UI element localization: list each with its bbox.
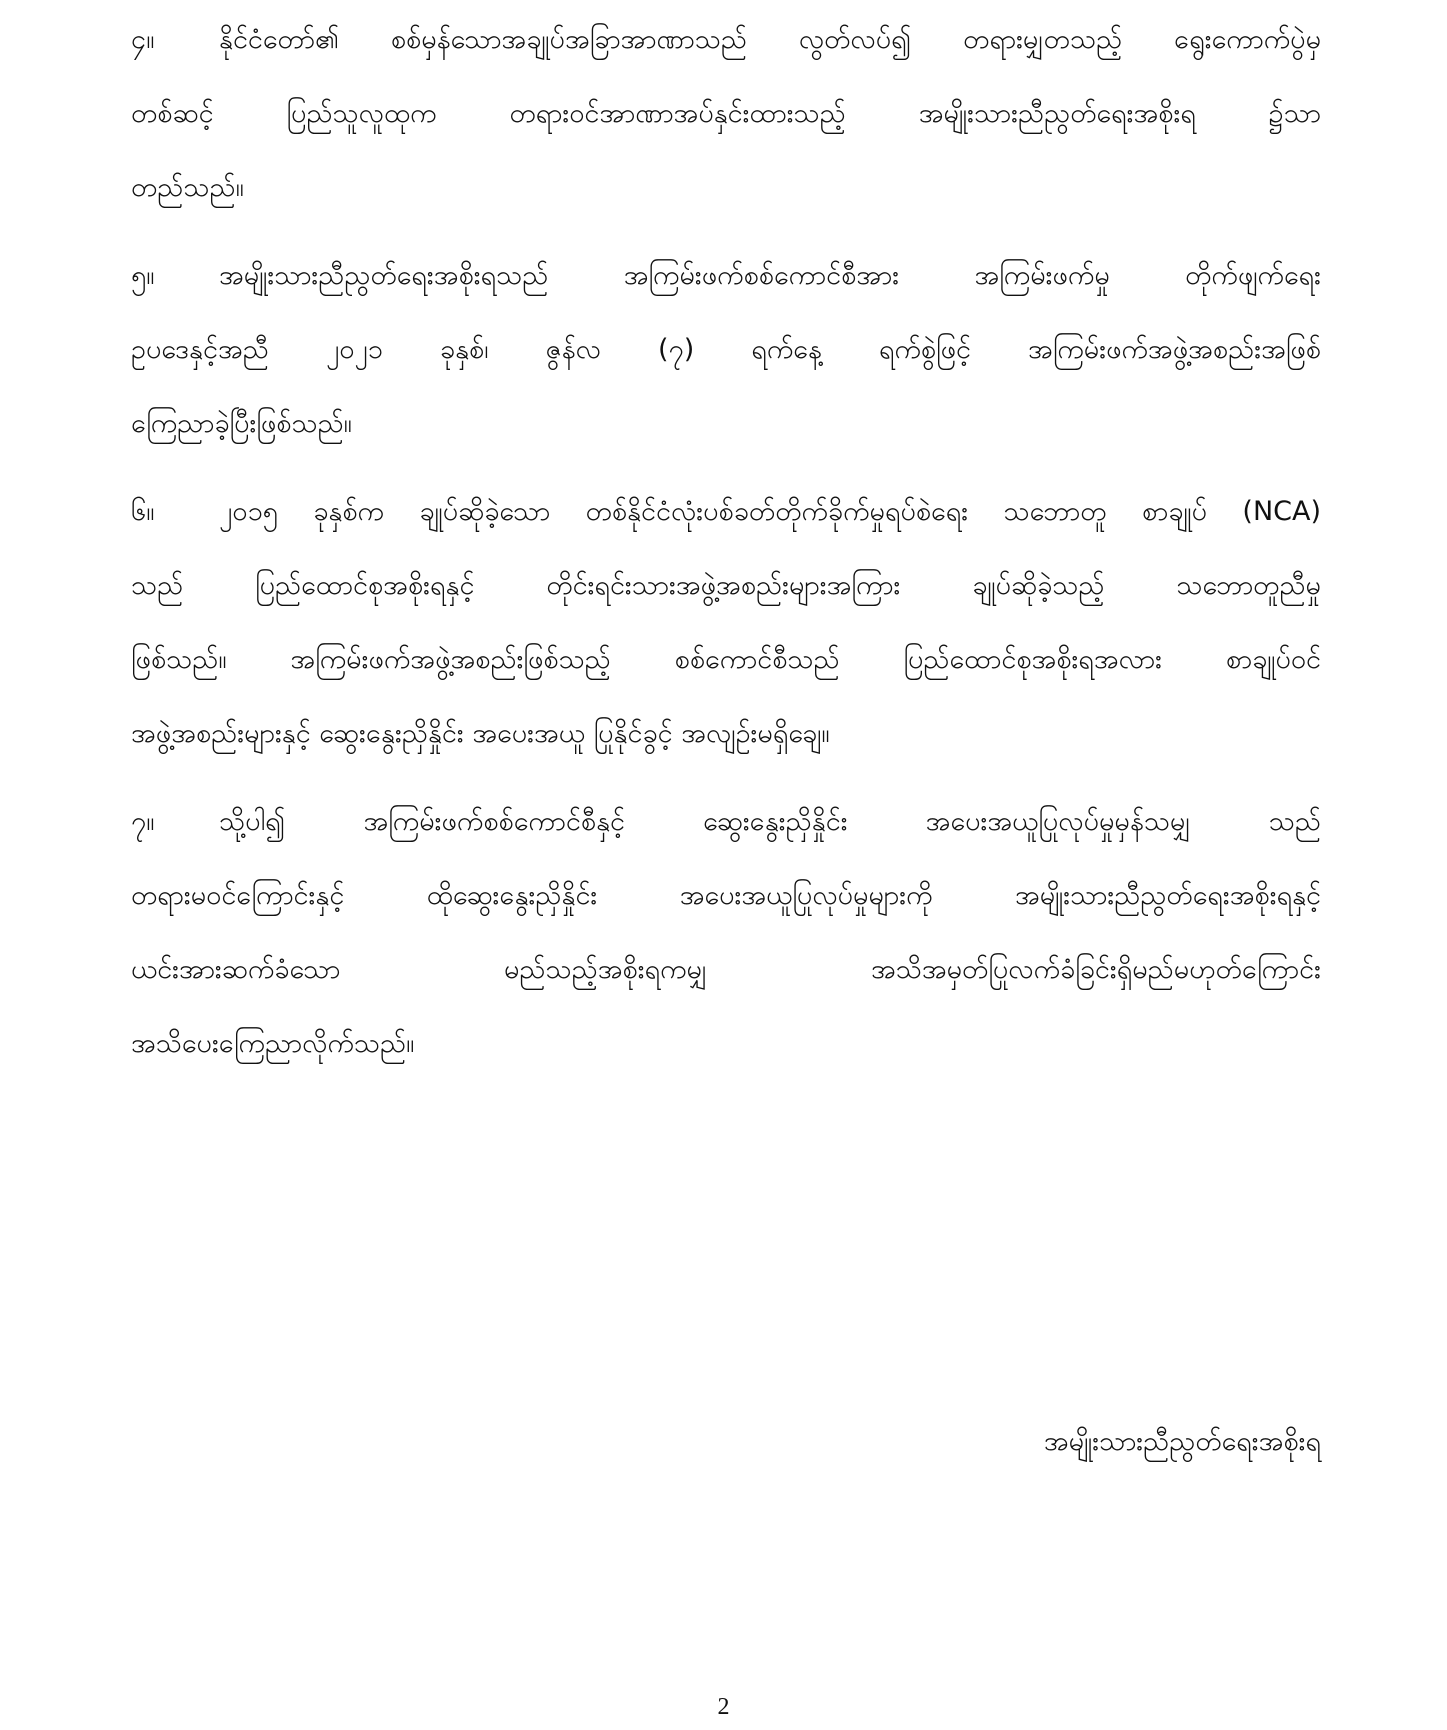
paragraph-7-line-4: အသိပေးကြေညာလိုက်သည်။ xyxy=(131,1028,415,1059)
paragraph-4-line-1 xyxy=(131,20,1321,60)
paragraph-7-line-3: ယင်းအားဆက်ခံသော မည်သည့်အစိုးရကမျှ အသိအမှတ်ပြုလက်ခံခြင်းရှိမည်မဟုတ်ကြောင်း xyxy=(131,954,1321,985)
paragraph-7-text-1: သို့ပါ၍ အကြမ်းဖက်စစ်ကောင်စီနှင့် ဆွေးနွေးညှိနှိုင်း အပေးအယူပြုလုပ်မှုမှန်သမျှ သည် xyxy=(219,806,1321,837)
paragraph-4-line-3: တည်သည်။ xyxy=(131,172,244,203)
signature-block: အမျိုးသားညီညွတ်ရေးအစိုးရ xyxy=(1043,1426,1321,1457)
page-number: 2 xyxy=(717,1694,730,1720)
paragraph-7-number: ၇။ xyxy=(131,806,155,837)
paragraph-5-line-3: ကြေညာခဲ့ပြီးဖြစ်သည်။ xyxy=(131,408,352,439)
paragraph-5-number: ၅။ xyxy=(131,260,155,291)
paragraph-5-line-1 xyxy=(131,256,1321,296)
paragraph-6-line-1 xyxy=(131,492,1321,532)
paragraph-4-number: ၄။ xyxy=(131,24,155,55)
paragraph-7-line-1 xyxy=(131,802,1321,842)
paragraph-6-line-4: အဖွဲ့အစည်းများနှင့် ဆွေးနွေးညှိနှိုင်း အပေးအယူ ပြုနိုင်ခွင့် အလျဉ်းမရှိချေ။ xyxy=(131,718,830,749)
paragraph-6-text-1: ၂၀၁၅ ခုနှစ်က ချုပ်ဆိုခဲ့သော တစ်နိုင်ငံလုံးပစ်ခတ်တိုက်ခိုက်မှုရပ်စဲရေး သဘောတူ စာချုပ် (NCA) xyxy=(219,496,1321,527)
paragraph-7-line-2: တရားမဝင်ကြောင်းနှင့် ထိုဆွေးနွေးညှိနှိုင်း အပေးအယူပြုလုပ်မှုများကို အမျိုးသားညီညွတ်ရေးအစိုးရနှင့် xyxy=(131,880,1321,911)
paragraph-6-line-2: သည် ပြည်ထောင်စုအစိုးရနှင့် တိုင်းရင်းသားအဖွဲ့အစည်းများအကြား ချုပ်ဆိုခဲ့သည့် သဘောတူညီမှု xyxy=(131,570,1321,601)
paragraph-6-line-3: ဖြစ်သည်။ အကြမ်းဖက်အဖွဲ့အစည်းဖြစ်သည့် စစ်ကောင်စီသည် ပြည်ထောင်စုအစိုးရအလား စာချုပ်ဝင် xyxy=(131,644,1321,675)
paragraph-4-line-2: တစ်ဆင့် ပြည်သူလူထုက တရားဝင်အာဏာအပ်နှင်းထားသည့် အမျိုးသားညီညွတ်ရေးအစိုးရ ၌သာ xyxy=(131,98,1321,129)
paragraph-5-text-1: အမျိုးသားညီညွတ်ရေးအစိုးရသည် အကြမ်းဖက်စစ်ကောင်စီအား အကြမ်းဖက်မှု တိုက်ဖျက်ရေး xyxy=(219,260,1321,291)
paragraph-5-line-2: ဥပဒေနှင့်အညီ ၂၀၂၁ ခုနှစ်၊ ဇွန်လ (၇) ရက်နေ့ ရက်စွဲဖြင့် အကြမ်းဖက်အဖွဲ့အစည်းအဖြစ် xyxy=(131,334,1321,365)
paragraph-4-text-1: နိုင်ငံတော်၏ စစ်မှန်သောအချုပ်အခြာအာဏာသည် လွတ်လပ်၍ တရားမျှတသည့် ရွေးကောက်ပွဲမှ xyxy=(219,24,1321,55)
paragraph-6-number: ၆။ xyxy=(131,496,155,527)
